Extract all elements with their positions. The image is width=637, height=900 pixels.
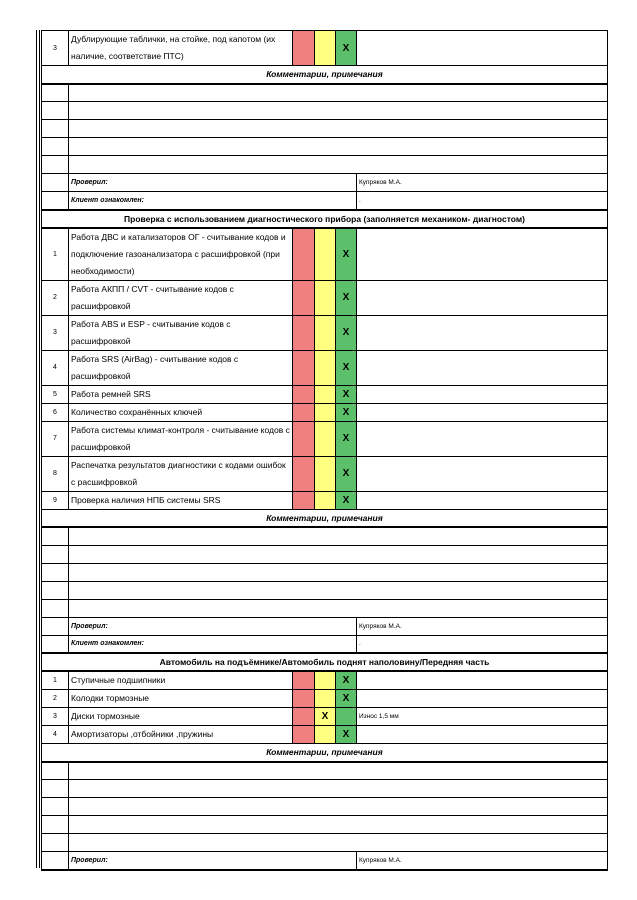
item-number: 1 <box>42 671 69 690</box>
status-green-cell[interactable] <box>336 708 357 726</box>
comment-num-cell <box>42 599 69 617</box>
status-red-cell[interactable] <box>293 690 315 708</box>
comment-text-cell[interactable] <box>69 798 608 816</box>
comment-num-cell <box>42 798 69 816</box>
item-text: Работа SRS (AirBag) - считывание кодов с расшифровкой <box>69 350 293 385</box>
client-acknowledged-num-cell <box>42 192 69 210</box>
item-note <box>357 31 608 66</box>
comment-line <box>42 780 608 798</box>
check-item-row <box>42 385 608 403</box>
checked-by-value: Купряков М.А. <box>357 617 608 635</box>
comment-text-cell[interactable] <box>69 762 608 780</box>
item-number: 2 <box>42 280 69 315</box>
comment-num-cell <box>42 816 69 834</box>
item-number: 5 <box>42 385 69 403</box>
item-note: Износ 1,5 мм <box>357 708 608 726</box>
comments-header-row <box>42 509 608 527</box>
check-item-row <box>42 421 608 456</box>
comment-num-cell <box>42 563 69 581</box>
status-red-cell[interactable] <box>293 228 315 281</box>
comment-num-cell <box>42 138 69 156</box>
status-green-cell[interactable]: X <box>336 726 357 744</box>
status-yellow-cell[interactable] <box>315 491 336 509</box>
status-red-cell[interactable] <box>293 403 315 421</box>
checked-by-num-cell <box>42 617 69 635</box>
status-green-cell[interactable]: X <box>336 350 357 385</box>
client-acknowledged-label: Клиент ознакомлен: <box>69 635 357 653</box>
status-red-cell[interactable] <box>293 708 315 726</box>
comment-text-cell[interactable] <box>69 581 608 599</box>
comment-text-cell[interactable] <box>69 138 608 156</box>
client-acknowledged-row <box>42 192 608 210</box>
lift-section-title: Автомобиль на подъёмнике/Автомобиль поднят наполовину/Передняя часть <box>42 653 608 671</box>
check-item-row <box>42 726 608 744</box>
status-yellow-cell[interactable] <box>315 31 336 66</box>
status-green-cell[interactable]: X <box>336 403 357 421</box>
inspection-sheet <box>41 30 608 871</box>
comment-line <box>42 798 608 816</box>
client-acknowledged-num-cell <box>42 635 69 653</box>
comment-line <box>42 102 608 120</box>
comment-line <box>42 84 608 102</box>
checked-by-num-cell <box>42 852 69 870</box>
client-acknowledged-value: . <box>357 635 608 653</box>
item-text: Количество сохранённых ключей <box>69 403 293 421</box>
check-item-row <box>42 690 608 708</box>
status-red-cell[interactable] <box>293 350 315 385</box>
status-red-cell[interactable] <box>293 726 315 744</box>
item-number: 2 <box>42 690 69 708</box>
item-text: Работа ABS и ESP - считывание кодов с расшифровкой <box>69 315 293 350</box>
status-yellow-cell[interactable] <box>315 385 336 403</box>
item-text: Проверка наличия НПБ системы SRS <box>69 491 293 509</box>
comment-num-cell <box>42 84 69 102</box>
diagnostic-section-title-row <box>42 210 608 228</box>
comment-line <box>42 762 608 780</box>
item-note <box>357 491 608 509</box>
comment-line <box>42 599 608 617</box>
status-yellow-cell[interactable] <box>315 403 336 421</box>
check-item-row <box>42 403 608 421</box>
status-green-cell[interactable]: X <box>336 690 357 708</box>
status-green-cell[interactable]: X <box>336 421 357 456</box>
lift-section-title-row <box>42 653 608 671</box>
item-number: 6 <box>42 403 69 421</box>
checked-by-value: Купряков М.А. <box>357 174 608 192</box>
item-text: Работа ДВС и катализаторов ОГ - считывание кодов и подключение газоанализатора с расшифровкой (при необходимости) <box>69 228 293 281</box>
status-red-cell[interactable] <box>293 491 315 509</box>
diagnostic-section-title: Проверка с использованием диагностического прибора (заполняется механиком- диагностом) <box>42 210 608 228</box>
item-note <box>357 726 608 744</box>
comments-header-row <box>42 744 608 762</box>
status-green-cell[interactable]: X <box>336 491 357 509</box>
left-border-line-inner <box>39 30 40 868</box>
status-yellow-cell[interactable] <box>315 671 336 690</box>
item-number: 4 <box>42 350 69 385</box>
status-red-cell[interactable] <box>293 456 315 491</box>
status-green-cell[interactable]: X <box>336 315 357 350</box>
comment-num-cell <box>42 527 69 545</box>
item-text: Колодки тормозные <box>69 690 293 708</box>
comment-line <box>42 527 608 545</box>
status-red-cell[interactable] <box>293 421 315 456</box>
status-green-cell[interactable]: X <box>336 228 357 281</box>
status-yellow-cell[interactable] <box>315 726 336 744</box>
client-acknowledged-row <box>42 635 608 653</box>
check-item-row <box>42 280 608 315</box>
comment-text-cell[interactable] <box>69 84 608 102</box>
comment-text-cell[interactable] <box>69 102 608 120</box>
comment-text-cell[interactable] <box>69 156 608 174</box>
comment-text-cell[interactable] <box>69 563 608 581</box>
status-yellow-cell[interactable] <box>315 421 336 456</box>
item-note <box>357 280 608 315</box>
comment-text-cell[interactable] <box>69 599 608 617</box>
status-red-cell[interactable] <box>293 385 315 403</box>
comment-line <box>42 120 608 138</box>
comments-header-row <box>42 66 608 84</box>
comments-header: Комментарии, примечания <box>42 66 608 84</box>
check-item-row <box>42 315 608 350</box>
item-number: 7 <box>42 421 69 456</box>
status-yellow-cell[interactable] <box>315 228 336 281</box>
item-text: Распечатка результатов диагностики с кодами ошибок с расшифровкой <box>69 456 293 491</box>
item-text: Амортизаторы ,отбойники ,пружины <box>69 726 293 744</box>
checked-by-label: Проверил: <box>69 174 357 192</box>
status-yellow-cell[interactable] <box>315 280 336 315</box>
item-number: 3 <box>42 315 69 350</box>
status-green-cell[interactable]: X <box>336 456 357 491</box>
comments-header: Комментарии, примечания <box>42 509 608 527</box>
comments-header: Комментарии, примечания <box>42 744 608 762</box>
comment-line <box>42 581 608 599</box>
comment-num-cell <box>42 102 69 120</box>
status-green-cell[interactable]: X <box>336 31 357 66</box>
item-number: 8 <box>42 456 69 491</box>
checked-by-num-cell <box>42 174 69 192</box>
item-text: Ступичные подшипники <box>69 671 293 690</box>
comment-line <box>42 563 608 581</box>
comment-num-cell <box>42 762 69 780</box>
comment-line <box>42 816 608 834</box>
comment-text-cell[interactable] <box>69 545 608 563</box>
status-green-cell[interactable]: X <box>336 280 357 315</box>
status-green-cell[interactable]: X <box>336 671 357 690</box>
check-item-row <box>42 708 608 726</box>
status-yellow-cell[interactable] <box>315 350 336 385</box>
comment-text-cell[interactable] <box>69 527 608 545</box>
item-note <box>357 315 608 350</box>
comment-num-cell <box>42 120 69 138</box>
check-item-row <box>42 228 608 281</box>
item-note <box>357 671 608 690</box>
checked-by-value: Купряков М.А. <box>357 852 608 870</box>
comment-num-cell <box>42 834 69 852</box>
item-note <box>357 403 608 421</box>
item-text: Дублирующие таблички, на стойке, под капотом (их наличие, соответствие ПТС) <box>69 31 293 66</box>
checked-by-label: Проверил: <box>69 617 357 635</box>
item-note <box>357 421 608 456</box>
comment-line <box>42 156 608 174</box>
item-number: 4 <box>42 726 69 744</box>
status-red-cell[interactable] <box>293 315 315 350</box>
item-text: Работа АКПП / CVT - считывание кодов с расшифровкой <box>69 280 293 315</box>
check-item-row <box>42 350 608 385</box>
item-text: Работа ремней SRS <box>69 385 293 403</box>
comment-num-cell <box>42 545 69 563</box>
comment-num-cell <box>42 156 69 174</box>
client-acknowledged-value: . <box>357 192 608 210</box>
status-yellow-cell[interactable] <box>315 690 336 708</box>
item-number: 3 <box>42 708 69 726</box>
comment-line <box>42 545 608 563</box>
item-text: Работа системы климат-контроля - считывание кодов с расшифровкой <box>69 421 293 456</box>
status-yellow-cell[interactable] <box>315 456 336 491</box>
item-note <box>357 385 608 403</box>
status-green-cell[interactable]: X <box>336 385 357 403</box>
item-number: 3 <box>42 31 69 66</box>
status-yellow-cell[interactable] <box>315 315 336 350</box>
checked-by-label: Проверил: <box>69 852 357 870</box>
check-item-row <box>42 491 608 509</box>
comment-num-cell <box>42 780 69 798</box>
left-border-line <box>36 30 37 868</box>
comment-text-cell[interactable] <box>69 780 608 798</box>
item-note <box>357 456 608 491</box>
item-note <box>357 690 608 708</box>
item-note <box>357 350 608 385</box>
status-red-cell[interactable] <box>293 671 315 690</box>
checked-by-row <box>42 174 608 192</box>
item-note <box>357 228 608 281</box>
comment-line <box>42 834 608 852</box>
checked-by-row <box>42 617 608 635</box>
comment-num-cell <box>42 581 69 599</box>
comment-text-cell[interactable] <box>69 834 608 852</box>
status-yellow-cell[interactable]: X <box>315 708 336 726</box>
comment-text-cell[interactable] <box>69 816 608 834</box>
check-item-row <box>42 31 608 66</box>
item-number: 9 <box>42 491 69 509</box>
item-text: Диски тормозные <box>69 708 293 726</box>
client-acknowledged-label: Клиент ознакомлен: <box>69 192 357 210</box>
check-item-row <box>42 456 608 491</box>
status-red-cell[interactable] <box>293 31 315 66</box>
comment-line <box>42 138 608 156</box>
status-red-cell[interactable] <box>293 280 315 315</box>
item-number: 1 <box>42 228 69 281</box>
checked-by-row <box>42 852 608 870</box>
comment-text-cell[interactable] <box>69 120 608 138</box>
check-item-row <box>42 671 608 690</box>
